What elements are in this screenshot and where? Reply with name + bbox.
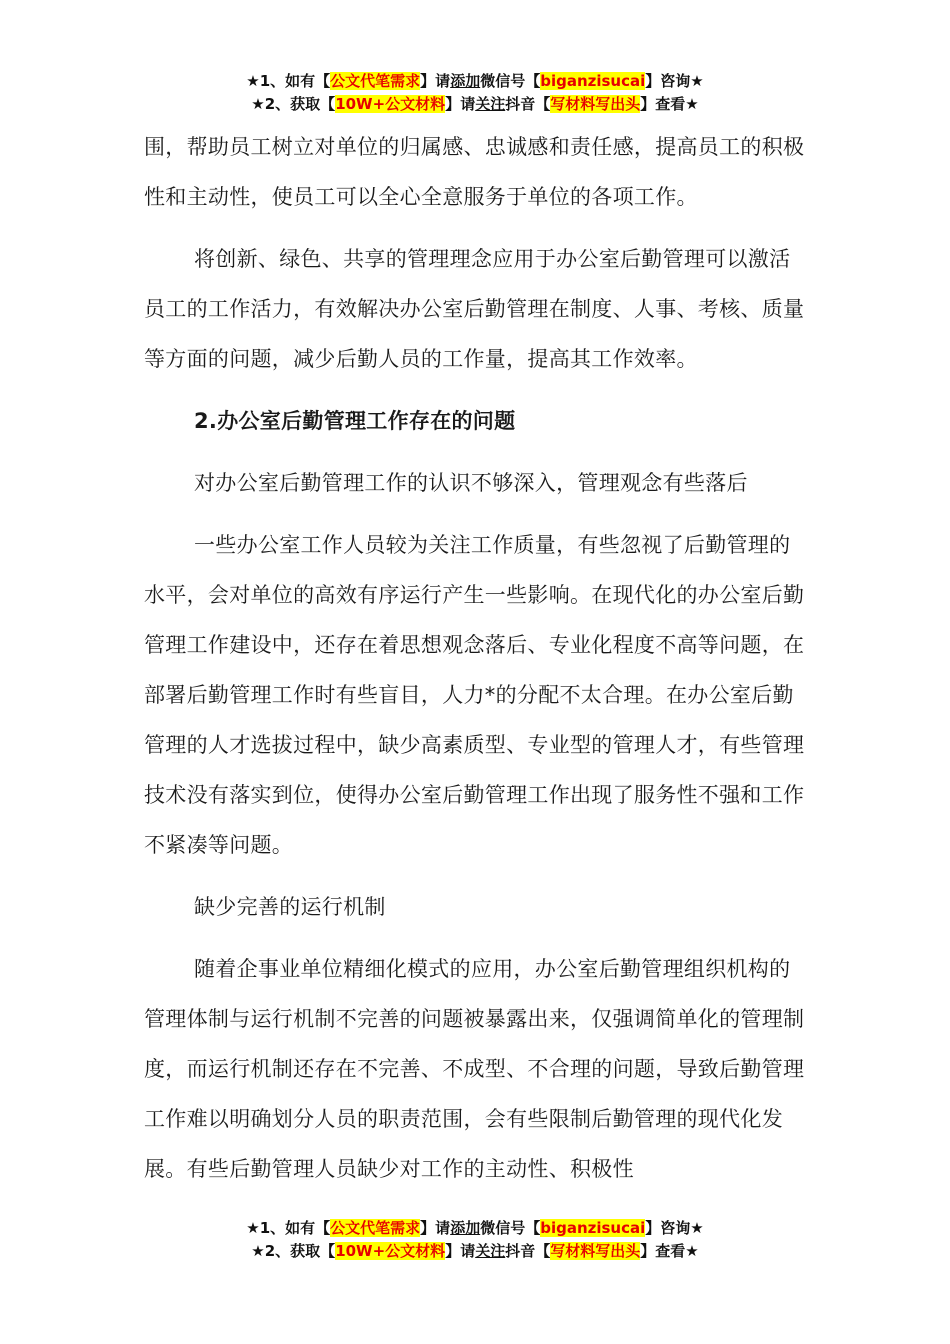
banner-text: 抖音【 xyxy=(505,95,551,113)
banner-highlight: 10W+公文材料 xyxy=(335,1242,446,1260)
banner-text: 】咨询★ xyxy=(645,72,704,90)
banner-line-1 xyxy=(0,70,950,93)
banner-text: 抖音【 xyxy=(505,1242,551,1260)
banner-text: 】查看★ xyxy=(640,95,699,113)
header-banner xyxy=(0,70,950,116)
banner-line-2 xyxy=(0,93,950,116)
paragraph: 随着企事业单位精细化模式的应用，办公室后勤管理组织机构的管理体制与运行机制不完善的问题被暴露出来，仅强调简单化的管理制度，而运行机制还存在不完善、不成型、不合理的问题，导致后勤管理工作难以明确划分人员的职责范围，会有些限制后勤管理的现代化发展。有些后勤管理人员缺少对工作的主动性、积极性 xyxy=(144,957,805,1181)
paragraph: 一些办公室工作人员较为关注工作质量，有些忽视了后勤管理的水平，会对单位的高效有序运行产生一些影响。在现代化的办公室后勤管理工作建设中，还存在着思想观念落后、专业化程度不高等问题，在部署后勤管理工作时有些盲目，人力*的分配不太合理。在办公室后勤管理的人才选拔过程中，缺少高素质型、专业型的管理人才，有些管理技术没有落实到位，使得办公室后勤管理工作出现了服务性不强和工作不紧凑等问题。 xyxy=(144,533,805,857)
banner-text: 】请 xyxy=(445,95,476,113)
banner-text: 微信号【 xyxy=(480,1219,541,1237)
banner-text: 】咨询★ xyxy=(645,1219,704,1237)
banner-text: ★2、获取【 xyxy=(251,1242,336,1260)
banner-highlight: 公文代笔需求 xyxy=(330,72,421,90)
paragraph: 将创新、绿色、共享的管理理念应用于办公室后勤管理可以激活员工的工作活力，有效解决办公室后勤管理在制度、人事、考核、质量等方面的问题，减少后勤人员的工作量，提高其工作效率。 xyxy=(144,247,805,371)
banner-underlined: 关注 xyxy=(475,95,506,113)
banner-highlight: biganzisucai xyxy=(540,72,646,90)
banner-text: ★1、如有【 xyxy=(246,72,331,90)
banner-line-1 xyxy=(0,1217,950,1240)
banner-text: 微信号【 xyxy=(480,72,541,90)
banner-highlight: 10W+公文材料 xyxy=(335,95,446,113)
banner-text: 】查看★ xyxy=(640,1242,699,1260)
banner-text: ★1、如有【 xyxy=(246,1219,331,1237)
document-body xyxy=(144,122,809,1206)
paragraph: 围，帮助员工树立对单位的归属感、忠诚感和责任感，提高员工的积极性和主动性，使员工可以全心全意服务于单位的各项工作。 xyxy=(144,135,805,209)
banner-highlight: 写材料写出头 xyxy=(550,95,641,113)
banner-underlined: 添加 xyxy=(450,1219,481,1237)
banner-highlight: biganzisucai xyxy=(540,1219,646,1237)
banner-highlight: 写材料写出头 xyxy=(550,1242,641,1260)
banner-text: 】请 xyxy=(420,72,451,90)
banner-line-2 xyxy=(0,1240,950,1263)
subheading: 缺少完善的运行机制 xyxy=(194,895,386,919)
banner-text: ★2、获取【 xyxy=(251,95,336,113)
banner-text: 】请 xyxy=(420,1219,451,1237)
section-heading: 2.办公室后勤管理工作存在的问题 xyxy=(194,409,516,433)
banner-underlined: 关注 xyxy=(475,1242,506,1260)
subheading: 对办公室后勤管理工作的认识不够深入，管理观念有些落后 xyxy=(194,471,748,495)
banner-underlined: 添加 xyxy=(450,72,481,90)
banner-text: 】请 xyxy=(445,1242,476,1260)
footer-banner xyxy=(0,1217,950,1263)
banner-highlight: 公文代笔需求 xyxy=(330,1219,421,1237)
